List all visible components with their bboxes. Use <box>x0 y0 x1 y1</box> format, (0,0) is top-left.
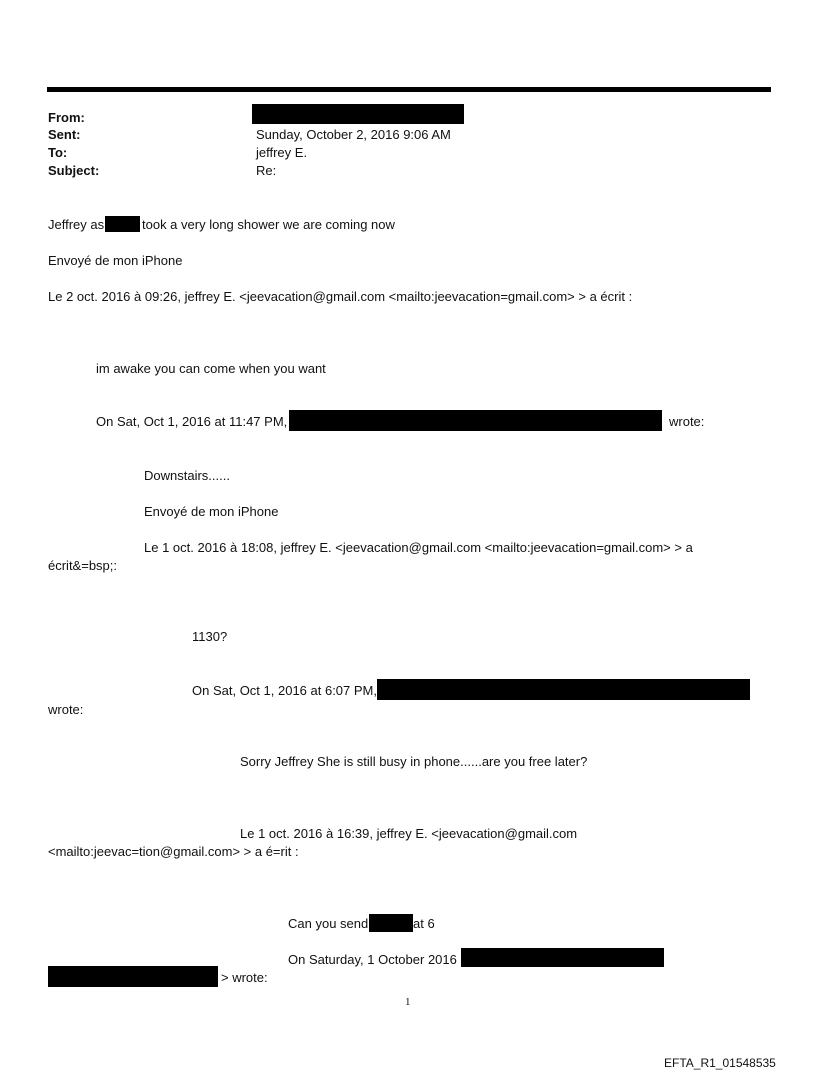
page-number: 1 <box>405 996 411 1008</box>
redaction-from <box>252 104 464 124</box>
to-label: To: <box>48 145 68 160</box>
quote-header-2-cont: écrit&=bsp;: <box>48 558 118 573</box>
on-saturday-line: On Saturday, 1 October 2016 <box>288 952 457 967</box>
on-sat-line-2: On Sat, Oct 1, 2016 at 6:07 PM, <box>192 683 377 698</box>
quote-header-2: Le 1 oct. 2016 à 18:08, jeffrey E. <jeevacation@gmail.com <mailto:jeevacation=gmail.com> > a <box>144 540 693 555</box>
header-rule <box>47 87 771 92</box>
redaction-sender-2 <box>377 679 750 700</box>
redaction-sender-1 <box>289 410 662 431</box>
message-1130: 1130? <box>192 629 228 644</box>
redaction-sender-3 <box>461 948 664 967</box>
subject-label: Subject: <box>48 163 100 178</box>
message-awake: im awake you can come when you want <box>96 361 326 376</box>
sent-value: Sunday, October 2, 2016 9:06 AM <box>256 127 451 142</box>
redaction-name-2 <box>369 914 413 932</box>
from-label: From: <box>48 110 85 125</box>
sent-label: Sent: <box>48 127 81 142</box>
quote-header-3: Le 1 oct. 2016 à 16:39, jeffrey E. <jeevacation@gmail.com <box>240 826 578 841</box>
on-sat-line-1: On Sat, Oct 1, 2016 at 11:47 PM, <box>96 414 288 429</box>
subject-value: Re: <box>256 163 277 178</box>
message-can-you-send-b: at 6 <box>413 916 435 931</box>
message-downstairs: Downstairs...... <box>144 468 230 483</box>
message-can-you-send-a: Can you send <box>288 916 369 931</box>
wrote-1: wrote: <box>669 414 705 429</box>
quote-header-1: Le 2 oct. 2016 à 09:26, jeffrey E. <jeevacation@gmail.com <mailto:jeevacation=gmail.com> > a écrit : <box>48 289 633 304</box>
footer-document-id: EFTA_R1_01548535 <box>664 1056 776 1070</box>
wrote-3: > wrote: <box>221 970 268 985</box>
signature-iphone-2: Envoyé de mon iPhone <box>144 504 279 519</box>
wrote-2: wrote: <box>48 702 84 717</box>
redaction-sender-4 <box>48 966 218 987</box>
body-line-1b: took a very long shower we are coming now <box>142 217 395 232</box>
redaction-name-1 <box>105 216 140 232</box>
message-sorry: Sorry Jeffrey She is still busy in phone......are you free later? <box>240 754 588 769</box>
signature-iphone-1: Envoyé de mon iPhone <box>48 253 183 268</box>
body-line-1a: Jeffrey as <box>48 217 105 232</box>
quote-header-3-cont: <mailto:jeevac=tion@gmail.com> > a é=rit : <box>48 844 299 859</box>
to-value: jeffrey E. <box>256 145 308 160</box>
